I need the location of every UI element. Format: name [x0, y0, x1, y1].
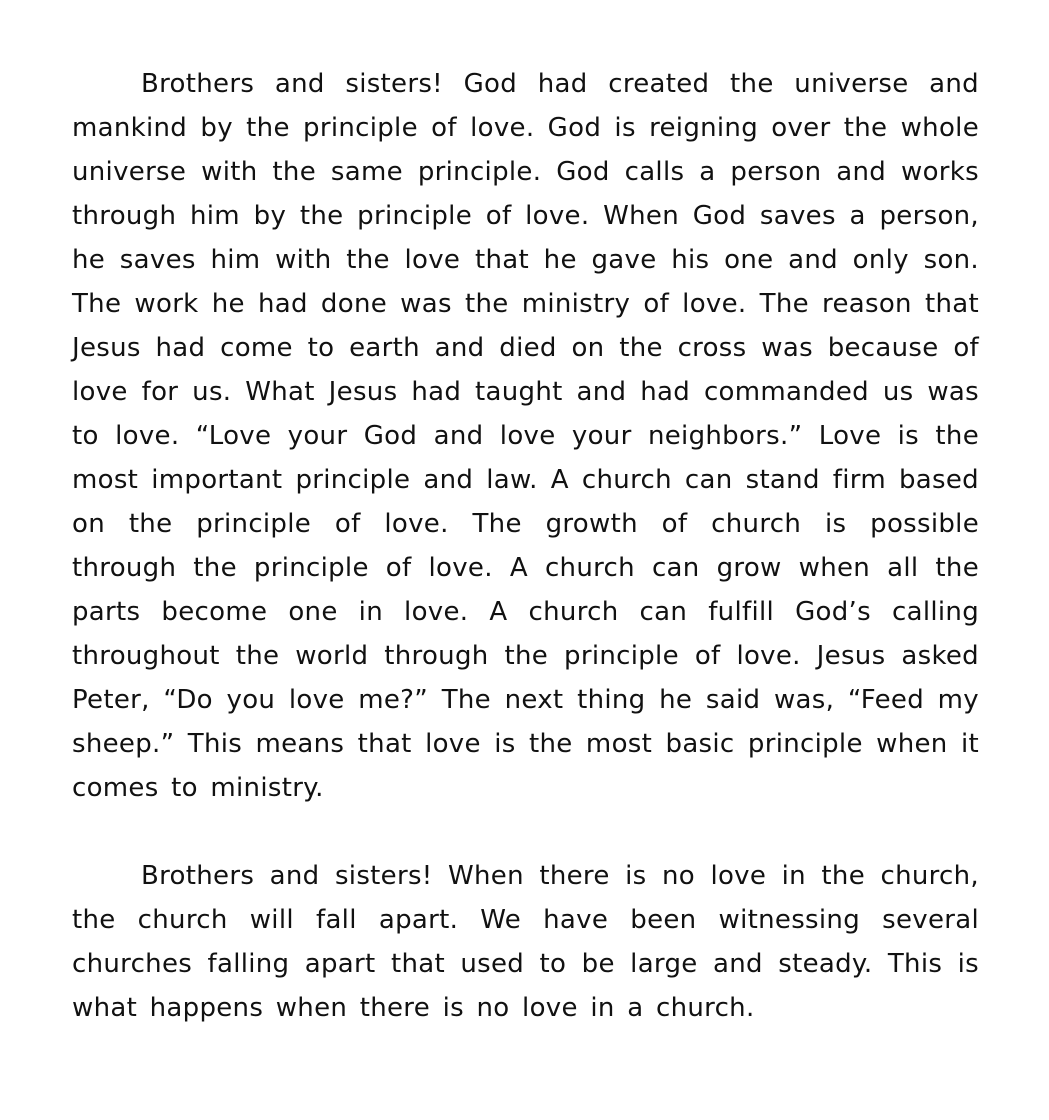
- paragraph-1: Brothers and sisters! God had created the universe and mankind by the principle of love. God is reigning over the whole universe with the same principle. God calls a person and works through him by the principle of love. When God saves a person, he saves him with the love that he gave his one and only son. The work he had done was the ministry of love. The reason that Jesus had come to earth and died on the cross was because of love for us. What Jesus had taught and had commanded us was to love. “Love your God and love your neighbors.” Love is the most important principle and law. A church can stand firm based on the principle of love. The growth of church is possible through the principle of love. A church can grow when all the parts become one in love. A church can fulfill God’s calling throughout the world through the principle of love. Jesus asked Peter, “Do you love me?” The next thing he said was, “Feed my sheep.” This means that love is the most basic principle when it comes to ministry.: [72, 69, 979, 803]
- document-body: [72, 62, 979, 1030]
- paragraph-2: Brothers and sisters! When there is no love in the church, the church will fall apart. We have been witnessing several churches falling apart that used to be large and steady. This is what happens when there is no love in a church.: [72, 861, 979, 1023]
